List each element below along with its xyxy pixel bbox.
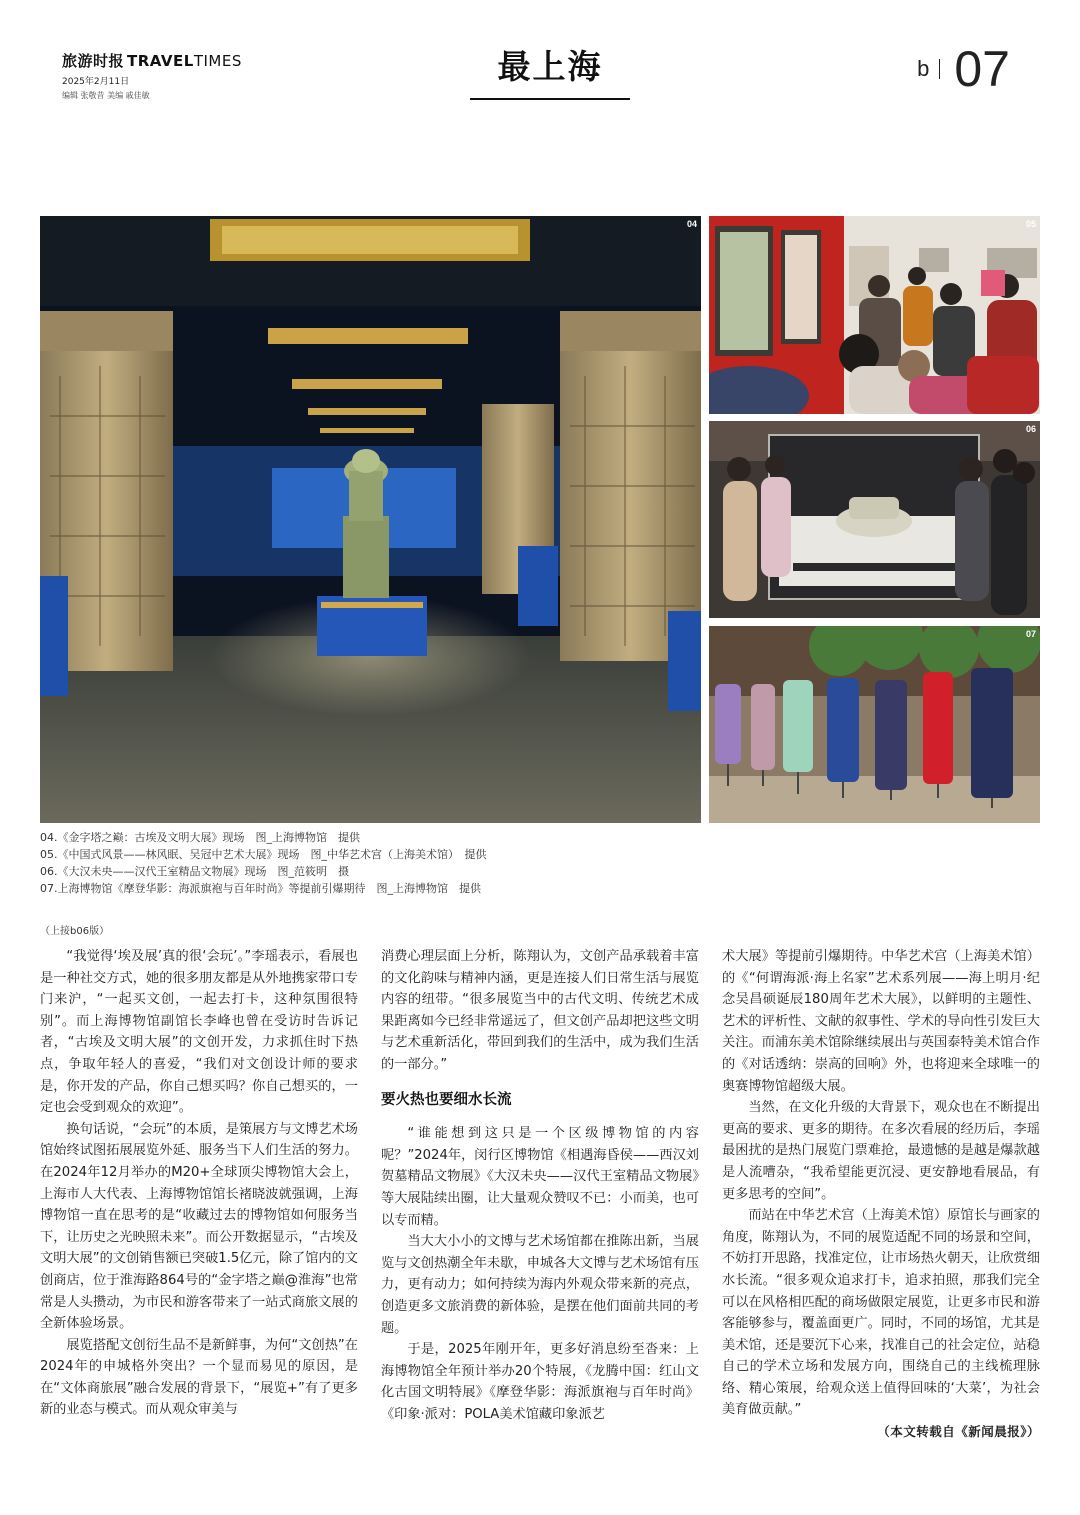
paragraph: 换句话说，“会玩”的本质，是策展方与文博艺术场馆始终试图拓展展览外延、服务当下人们生活的努力。在2024年12月举办的M20+全球顶尖博物馆大会上，上海市人大代表、上海博物馆馆长褚晓波就强调，上海博物馆一直在思考的是“收藏过去的博物馆如何服务当下，让历史之光映照未来”。而公开数据显示，“古埃及文明大展”的文创销售额已突破1.5亿元，除了馆内的文创商店，位于淮海路864号的“金字塔之巅@淮海”也常常是人头攒动，为市民和游客带来了一站式商旅文展的全新体验场景。	[40, 1121, 358, 1332]
subheading: 要火热也要细水长流	[381, 1091, 512, 1108]
photo-egypt-exhibition	[40, 216, 701, 823]
paragraph-continued: 消费心理层面上分析，陈翔认为，文创产品承载着丰富的文化韵味与精神内涵，更是连接人们日常生活与展览内容的纽带。“很多展览当中的古代文明、传统艺术成果距离如今已经非常遥远了，但文创产品却把这些文明与艺术重新活化，带回到我们的生活中，成为我们生活的一部分。”	[381, 949, 699, 1072]
continued-from-note: （上接b06版）	[40, 926, 110, 937]
qipao-illustration	[709, 626, 1040, 823]
photo-number-07: 07	[1025, 629, 1036, 639]
paragraph: “谁能想到这只是一个区级博物馆的内容呢？”2024年，闵行区博物馆《相遇海昏侯——西汉刘贺墓精品文物展》《大汉未央——汉代王室精品文物展》等大展陆续出圈，让大量观众赞叹不已：小而美，也可以专而精。	[381, 1126, 699, 1228]
paragraph: 当大大小小的文博与艺术场馆都在推陈出新，当展览与文创热潮全年未歇，申城各大文博与艺术场馆有压力，更有动力；如何持续为海内外观众带来新的亮点，创造更多文旅消费的新体验，是摆在他们面前共同的考题。	[381, 1234, 699, 1336]
photo-han-dynasty-artifact	[709, 421, 1040, 618]
page-number-value: 07	[954, 41, 1010, 97]
paragraph: 于是，2025年刚开年，更多好消息纷至沓来：上海博物馆全年预计举办20个特展，《龙腾中国：红山文化古国文明特展》《摩登华影：海派旗袍与百年时尚》《印象·派对：POLA美术馆藏印象派艺	[381, 1342, 699, 1422]
issue-date: 2025年2月11日	[62, 77, 130, 87]
paragraph-continued: 术大展》等提前引爆期待。中华艺术宫（上海美术馆）的《“何谓海派·海上名家”艺术系列展——海上明月·纪念吴昌硕诞辰180周年艺术大展》，以鲜明的主题性、艺术的评析性、文献的叙事性、学术的导向性引发巨大关注。而浦东美术馆除继续展出与英国泰特美术馆合作的《对话透纳：崇高的回响》外，也将迎来全球唯一的奥赛博物馆超级大展。	[722, 949, 1040, 1094]
caption-05: 05.《中国式风景——林风眠、吴冠中艺术大展》现场 图_中华艺术宫（上海美术馆） 提供	[40, 848, 487, 861]
masthead	[62, 50, 282, 101]
article-column-2	[381, 946, 699, 1425]
egypt-hall-illustration	[40, 216, 701, 823]
newspaper-logo	[62, 50, 282, 71]
photo-number-06: 06	[1025, 424, 1036, 434]
gallery-crowd-illustration	[709, 216, 1040, 414]
page-number	[917, 41, 1010, 97]
article-column-1	[40, 946, 358, 1421]
caption-06: 06.《大汉未央——汉代王室精品文物展》现场 图_范筱明 摄	[40, 865, 349, 878]
photo-qipao-display	[709, 626, 1040, 823]
caption-07: 07.上海博物馆《摩登华影：海派旗袍与百年时尚》等提前引爆期待 图_上海博物馆 提供	[40, 882, 481, 895]
caption-04: 04.《金字塔之巅：古埃及文明大展》现场 图_上海博物馆 提供	[40, 831, 360, 844]
section-title	[470, 40, 630, 100]
brand-en-light: TIMES	[193, 52, 242, 70]
article-column-3	[722, 946, 1040, 1443]
paragraph: 而站在中华艺术宫（上海美术馆）原馆长与画家的角度，陈翔认为，不同的展览适配不同的场景和空间，不妨打开思路，找准定位，让市场热火朝天，让欣赏细水长流。“很多观众追求打卡，追求拍照，那我们完全可以在风格相匹配的商场做限定展览，让更多市民和游客能够参与，覆盖面更广。同时，不同的场馆，尤其是美术馆，还是要沉下心来，找准自己的社会定位，站稳自己的学术立场和发展方向，围绕自己的主线梳理脉络、精心策展，给观众送上值得回味的‘大菜’，为社会美育做贡献。”	[722, 1208, 1040, 1418]
page-prefix: b	[917, 56, 930, 81]
paragraph: 展览搭配文创衍生品不是新鲜事，为何“文创热”在2024年的申城格外突出？一个显而易见的原因，是在“文体商旅展”融合发展的背景下，“展览+”有了更多新的业态与模式。而从观众审美与	[40, 1337, 358, 1418]
brand-en-bold: TRAVEL	[127, 52, 194, 70]
source-attribution: （本文转载自《新闻晨报》）	[877, 1424, 1040, 1440]
photo-number-04: 04	[686, 219, 697, 229]
paragraph: 当然，在文化升级的大背景下，观众也在不断提出更高的要求、更多的期待。在多次看展的经历后，李瑶最困扰的是热门展览门票难抢，最遗憾的是越是爆款越是人流嘈杂，“我希望能更沉浸、更安静地看展品，有更多思考的空间”。	[722, 1100, 1040, 1202]
photo-art-gallery-visitors	[709, 216, 1040, 414]
brand-cn: 旅游时报	[62, 52, 125, 70]
photo-captions	[40, 829, 740, 897]
editor-credits: 编辑 张敬昔 美编 戚佳敏	[62, 91, 150, 100]
page-divider	[939, 59, 940, 79]
artifact-display-illustration	[709, 421, 1040, 618]
paragraph: “我觉得‘埃及展’真的很‘会玩’。”李瑶表示，看展也是一种社交方式，她的很多朋友都是从外地携家带口专门来沪，“一起买文创，一起去打卡，这种氛围很特别”。而上海博物馆副馆长李峰也曾在受访时告诉记者，“古埃及文明大展”的文创开发，力求抓住时下热点，争取年轻人的喜爱，“我们对文创设计师的要求是，你开发的产品，你自己想买吗？你自己想买的，一定也会受到观众的欢迎”。	[40, 949, 358, 1116]
photo-number-05: 05	[1025, 219, 1036, 229]
section-title-text: 最上海	[497, 47, 603, 86]
